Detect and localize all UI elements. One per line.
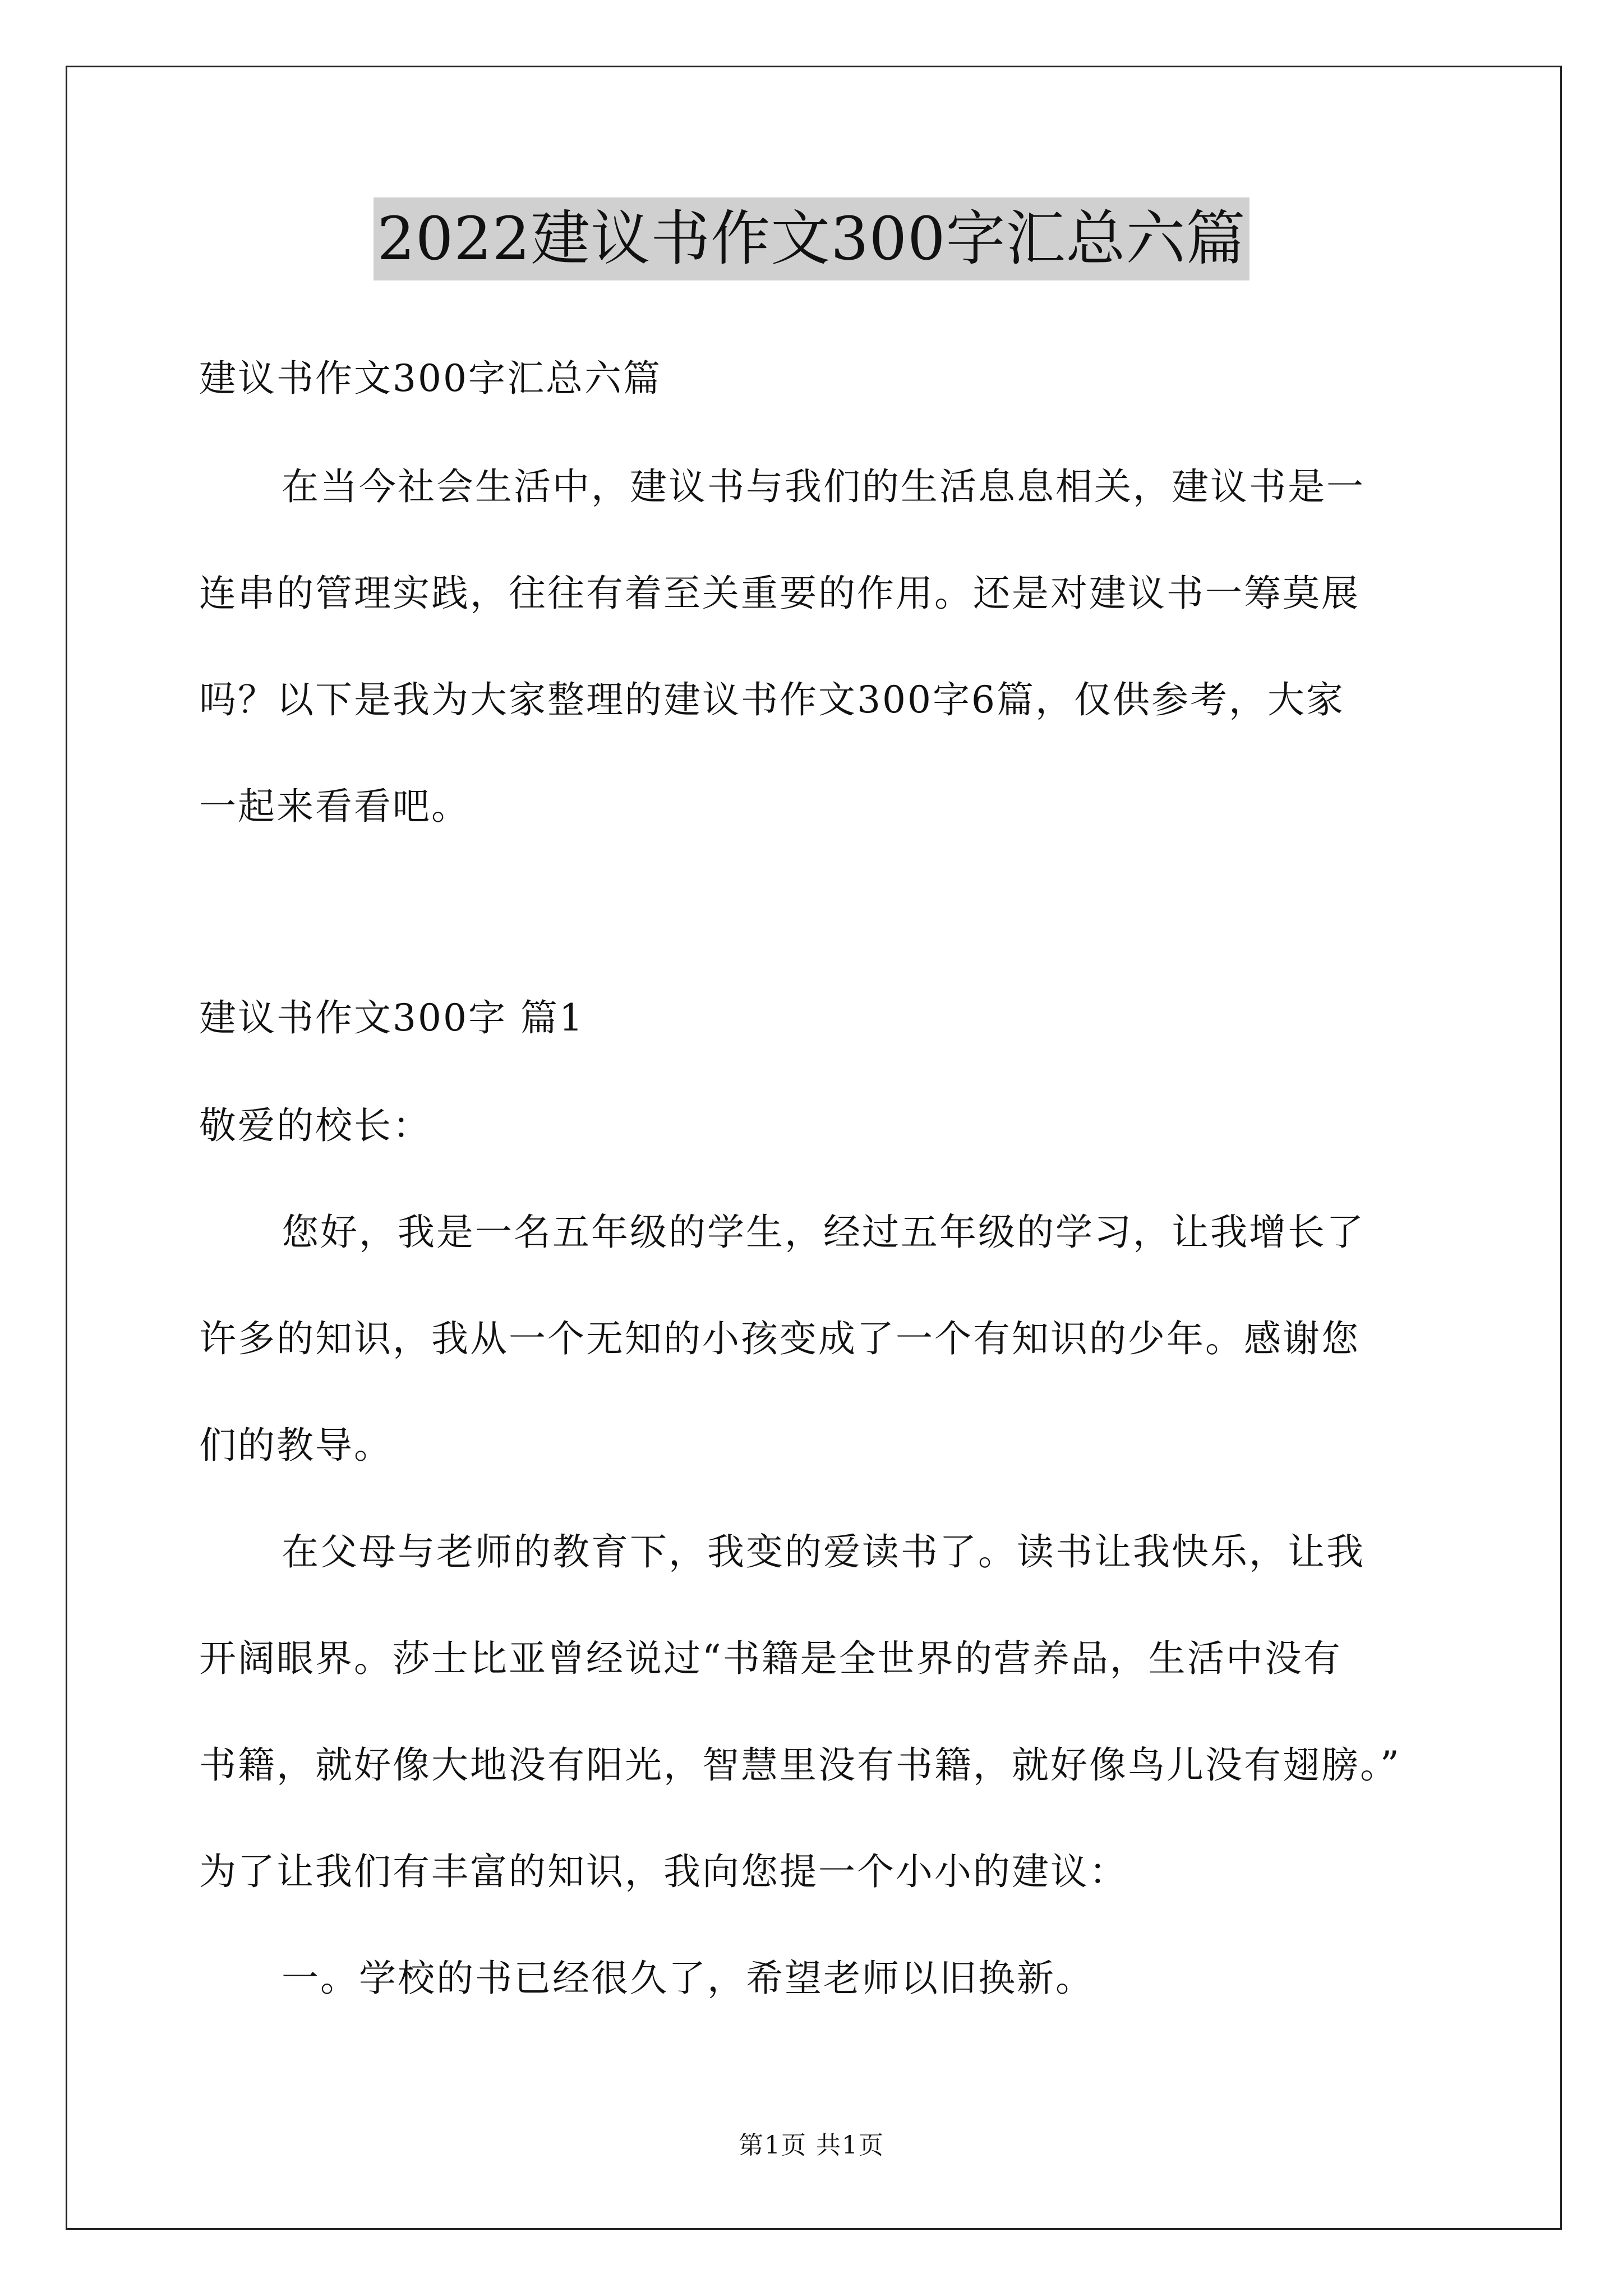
title-container [0,197,1623,280]
paragraph-line: 在父母与老师的教育下，我变的爱读书了。读书让我快乐，让我 [282,1530,1365,1573]
paragraph-line: 为了让我们有丰富的知识，我向您提一个小小的建议： [199,1850,1128,1893]
intro-line: 一起来看看吧。 [199,785,470,828]
paragraph-line: 们的教导。 [199,1424,393,1467]
section-heading: 建议书作文300字 篇1 [199,996,584,1039]
paragraph-line: 一。学校的书已经很久了，希望老师以旧换新。 [282,1957,1094,2000]
intro-line: 在当今社会生活中，建议书与我们的生活息息相关，建议书是一 [282,465,1365,508]
paragraph-line: 开阔眼界。莎士比亚曾经说过“书籍是全世界的营养品，生活中没有 [199,1637,1342,1680]
document-title: 2022建议书作文300字汇总六篇 [374,197,1249,280]
intro-line: 吗？以下是我为大家整理的建议书作文300字6篇，仅供参考，大家 [199,678,1345,721]
intro-line: 连串的管理实践，往往有着至关重要的作用。还是对建议书一筹莫展 [199,572,1360,615]
document-subtitle: 建议书作文300字汇总六篇 [199,357,662,400]
salutation: 敬爱的校长： [199,1104,431,1147]
paragraph-line: 您好，我是一名五年级的学生，经过五年级的学习，让我增长了 [282,1211,1365,1254]
paragraph-line: 书籍，就好像大地没有阳光，智慧里没有书籍，就好像鸟儿没有翅膀。” [199,1743,1401,1787]
paragraph-line: 许多的知识，我从一个无知的小孩变成了一个有知识的少年。感谢您 [199,1317,1360,1360]
page-footer: 第1页 共1页 [739,2131,884,2160]
